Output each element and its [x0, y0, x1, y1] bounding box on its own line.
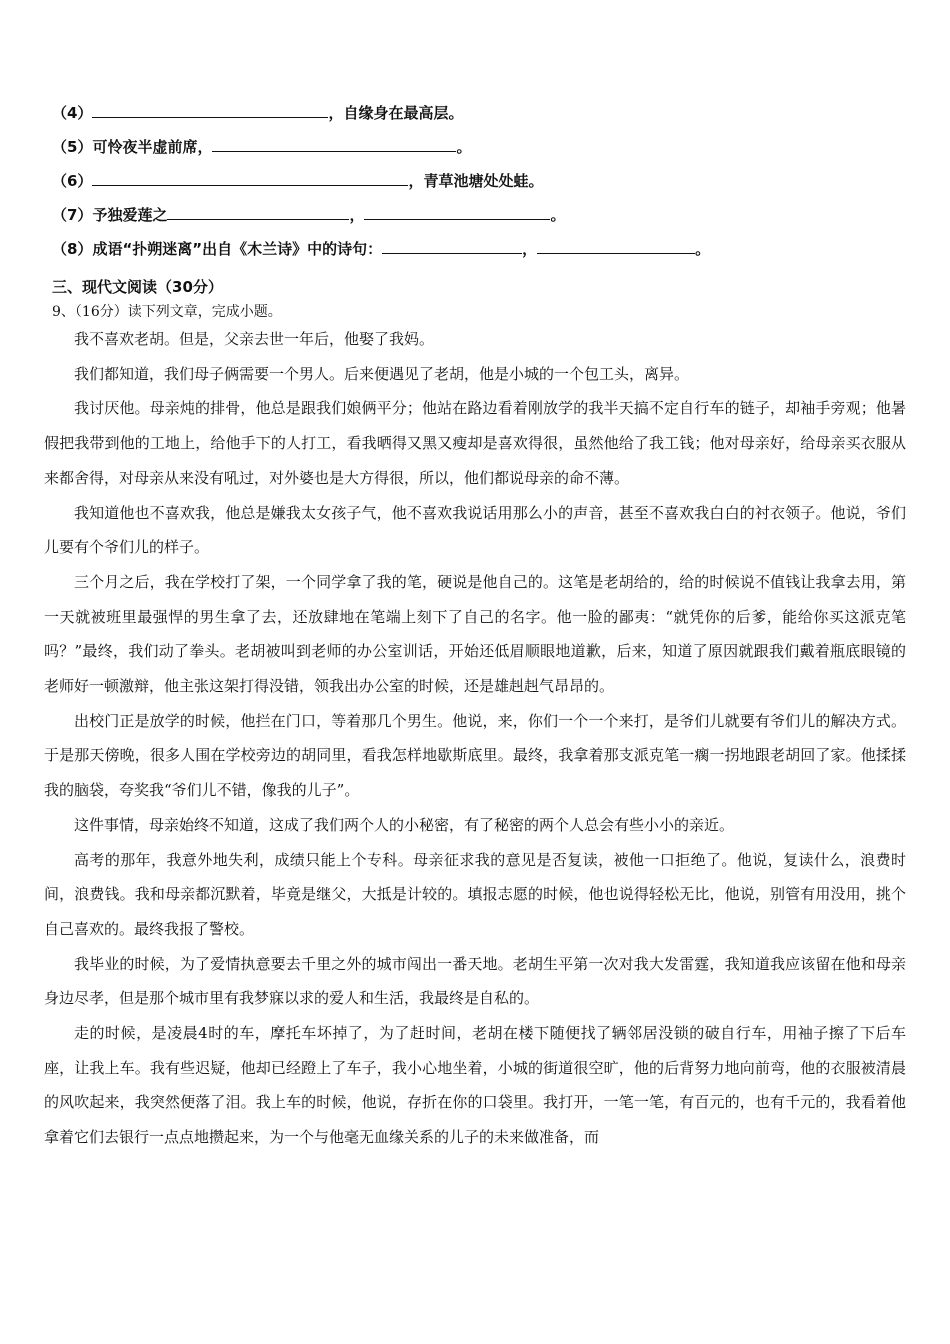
answer-blank[interactable]	[212, 137, 456, 152]
paragraph: 这件事情，母亲始终不知道，这成了我们两个人的小秘密，有了秘密的两个人总会有些小小的亲近。	[74, 815, 735, 834]
fill-item-7	[52, 204, 565, 225]
paragraph: 我毕业的时候，为了爱情执意要去千里之外的城市闯出一番天地。老胡生平第一次对我大发雷霆，我知道我应该留在他和母亲身边尽孝，但是那个城市里有我梦寐以求的爱人和生活，我最终是自私的。	[44, 954, 906, 1008]
section-title: 三、现代文阅读（30分）	[52, 278, 223, 296]
fill-item-8	[52, 238, 710, 259]
item-number: （4）	[52, 104, 93, 122]
item-text: 。	[550, 206, 566, 224]
item-text: ，	[349, 206, 365, 224]
paragraph: 高考的那年，我意外地失利，成绩只能上个专科。母亲征求我的意见是否复读，被他一口拒绝了。他说，复读什么，浪费时间，浪费钱。我和母亲都沉默着，毕竟是继父，大抵是计较的。填报志愿的时候，他也说得轻松无比，他说，别管有用没用，挑个自己喜欢的。最终我报了警校。	[44, 850, 906, 938]
answer-blank[interactable]	[364, 205, 550, 220]
paragraph: 出校门正是放学的时候，他拦在门口，等着那几个男生。他说，来，你们一个一个来打，是爷们儿就要有爷们儿的解决方式。于是那天傍晚，很多人围在学校旁边的胡同里，看我怎样地歇斯底里。最终，我拿着那支派克笔一瘸一拐地跟老胡回了家。他揉揉我的脑袋，夸奖我“爷们儿不错，像我的儿子”。	[44, 711, 906, 800]
fill-item-4	[52, 102, 463, 123]
item-number: （5）	[52, 138, 93, 156]
item-number: （8）	[52, 240, 93, 258]
paragraph: 走的时候，是凌晨4时的车，摩托车坏掉了，为了赶时间，老胡在楼下随便找了辆邻居没锁的破自行车，用袖子擦了下后车座，让我上车。我有些迟疑，他却已经蹬上了车子，我小心地坐着，小城的街道很空旷，他的后背努力地向前弯，他的衣服被清晨的风吹起来，我突然便落了泪。我上车的时候，他说，存折在你的口袋里。我打开，一笔一笔，有百元的，也有千元的，我看着他拿着它们去银行一点点地攒起来，为一个与他毫无血缘关系的儿子的未来做准备，而	[44, 1024, 906, 1147]
item-number: （7）	[52, 206, 93, 224]
answer-blank[interactable]	[537, 239, 695, 254]
item-text: 。	[695, 240, 711, 258]
paragraph: 我讨厌他。母亲炖的排骨，他总是跟我们娘俩平分；他站在路边看着刚放学的我半天搞不定自行车的链子，却袖手旁观；他暑假把我带到他的工地上，给他手下的人打工，看我晒得又黑又瘦却是喜欢得很，虽然他给了我工钱；他对母亲好，给母亲买衣服从来都舍得，对母亲从来没有吼过，对外婆也是大方得很，所以，他们都说母亲的命不薄。	[44, 399, 906, 487]
item-text: 可怜夜半虚前席，	[92, 138, 213, 156]
item-number: （6）	[52, 172, 93, 190]
fill-item-5	[52, 136, 471, 157]
paragraph: 我们都知道，我们母子俩需要一个男人。后来便遇见了老胡，他是小城的一个包工头，离异。	[74, 364, 690, 383]
item-text: ，	[522, 240, 538, 258]
answer-blank[interactable]	[92, 103, 328, 118]
answer-blank[interactable]	[382, 239, 522, 254]
paragraph: 我知道他也不喜欢我，他总是嫌我太女孩子气，他不喜欢我说话用那么小的声音，甚至不喜欢我白白的衬衣领子。他说，爷们儿要有个爷们儿的样子。	[44, 503, 906, 557]
item-text: 。	[456, 138, 472, 156]
question-prompt: （16分）读下列文章，完成小题。	[74, 304, 282, 320]
item-text: ，自缘身在最高层。	[328, 104, 464, 122]
answer-blank[interactable]	[92, 171, 408, 186]
question-number: 9、	[52, 304, 75, 320]
paragraph: 我不喜欢老胡。但是，父亲去世一年后，他娶了我妈。	[74, 330, 435, 348]
item-text: ，青草池塘处处蛙。	[408, 172, 544, 190]
reading-article	[44, 322, 906, 1155]
paragraph: 三个月之后，我在学校打了架，一个同学拿了我的笔，硬说是他自己的。这笔是老胡给的，给的时候说不值钱让我拿去用，第一天就被班里最强悍的男生拿了去，还放肆地在笔端上刻下了自己的名字。他一脸的鄙夷：“就凭你的后爹，能给你买这派克笔吗？”最终，我们动了拳头。老胡被叫到老师的办公室训话，开始还低眉顺眼地道歉，后来，知道了原因就跟我们戴着瓶底眼镜的老师好一顿激辩，他主张这架打得没错，领我出办公室的时候，还是雄赳赳气昂昂的。	[44, 572, 906, 696]
question-header	[52, 301, 282, 321]
fill-item-6	[52, 170, 543, 191]
item-text: 成语“扑朔迷离”出自《木兰诗》中的诗句：	[92, 240, 383, 258]
item-text: 予独爱莲之	[92, 206, 168, 224]
answer-blank[interactable]	[167, 205, 349, 220]
